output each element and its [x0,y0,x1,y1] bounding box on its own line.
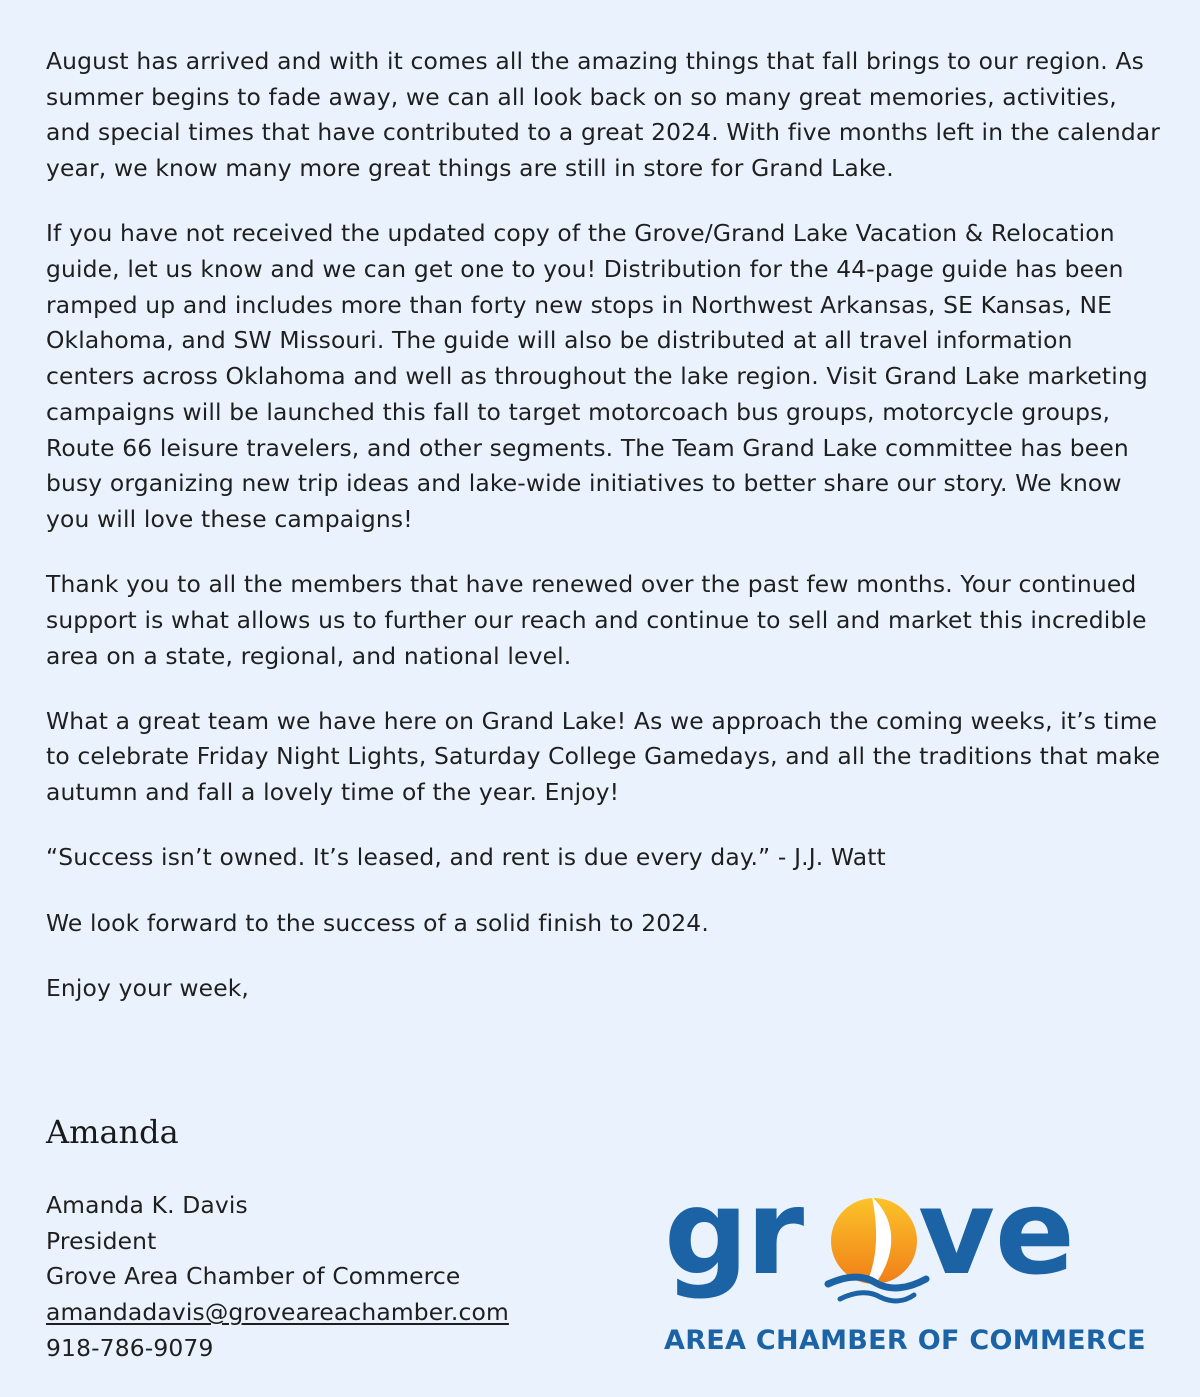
contact-organization: Grove Area Chamber of Commerce [46,1262,461,1291]
logo-letter-g: g [664,1185,749,1301]
contact-name: Amanda K. Davis [46,1191,248,1219]
contact-phone: 918-786-9079 [46,1333,214,1362]
paragraph-guide: If you have not received the updated copy of the Grove/Grand Lake Vacation & Relocation guide, let us know and we can get one to you! Distribution for the 44-page guide has been ramped up and includes more than forty new stops in Northwest Arkansas, SE Kansas, NE Oklahoma, and SW Missouri. The guide will also be distributed at all travel information centers across Oklahoma and well as throughout the lake region. Visit Grand Lake marketing campaigns will be launched this fall to target motorcoach bus groups, motorcycle groups, Route 66 leisure travelers, and other segments. The Team Grand Lake committee has been busy organizing new trip ideas and lake-wide initiatives to better share our story. We know you will love these campaigns! [46,219,1148,533]
logo-letter-r: r [746,1185,805,1301]
logo-letters-ve: ve [918,1185,1075,1301]
signature: Amanda [46,1113,179,1151]
paragraph-thanks: Thank you to all the members that have renewed over the past few months. Your continued support is what allows us to further our reach and continue to sell and market this incredible area on a state, regional, and national level. [46,570,1147,670]
sailboat-sun-icon [828,1197,926,1301]
letter-body [46,44,1161,1036]
contact-block [46,1188,509,1367]
contact-title: President [46,1226,157,1255]
sign-off: Enjoy your week, [46,973,250,1002]
quote: “Success isn’t owned. It’s leased, and rent is due every day.” - J.J. Watt [46,843,886,872]
contact-email-link[interactable]: amandadavis@groveareachamber.com [46,1298,509,1327]
paragraph-closing: We look forward to the success of a solid finish to 2024. [46,908,709,937]
logo-subtitle: AREA CHAMBER OF COMMERCE [664,1325,1146,1356]
grove-wordmark-logo [664,1185,1134,1320]
grove-chamber-logo [660,1185,1146,1365]
paragraph-team: What a great team we have here on Grand Lake! As we approach the coming weeks, it’s time to celebrate Friday Night Lights, Saturday College Gamedays, and all the traditions that make autumn and fall a lovely time of the year. Enjoy! [46,706,1161,807]
paragraph-intro: August has arrived and with it comes all the amazing things that fall brings to our region. As summer begins to fade away, we can all look back on so many great memories, activities, and special times that have contributed to a great 2024. With five months left in the calendar year, we know many more great things are still in store for Grand Lake. [46,47,1161,183]
